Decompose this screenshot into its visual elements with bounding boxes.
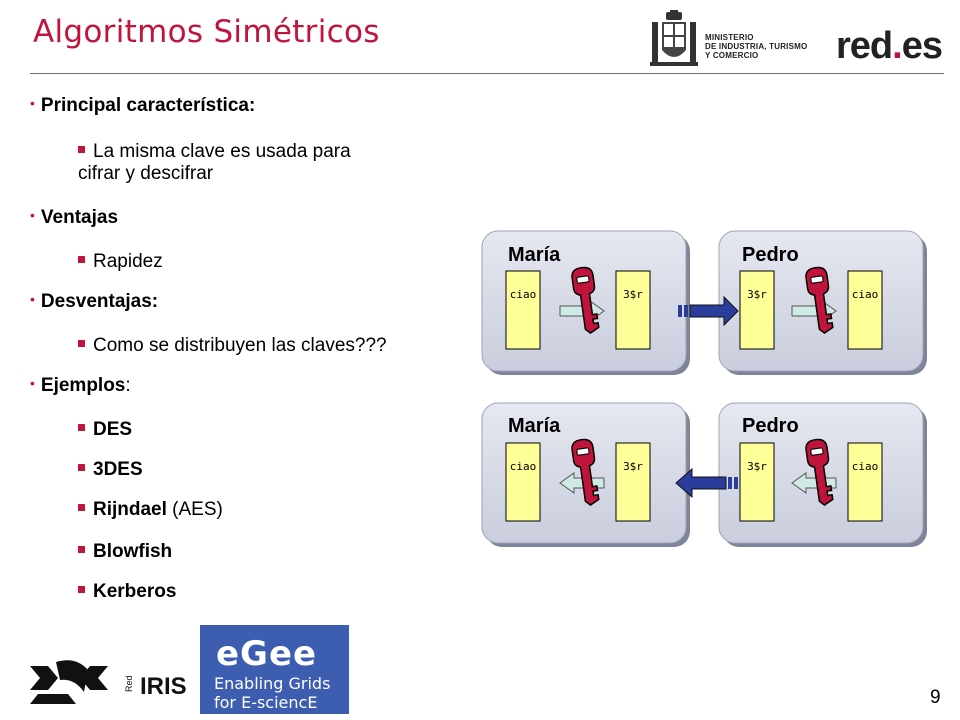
svg-text:ciao: ciao [851, 460, 879, 473]
rediris-logo [28, 656, 188, 706]
svg-text:3$r: 3$r [747, 288, 767, 301]
maria-panel-bottom [482, 403, 690, 547]
maria-label: María [508, 415, 561, 437]
pedro-label: Pedro [742, 415, 799, 437]
ciphertext-document [616, 443, 650, 521]
square-bullet-icon [78, 146, 85, 153]
bullet-ejemplos: • Ejemplos: [30, 375, 131, 396]
slide-title: Algoritmos Simétricos [33, 14, 380, 50]
svg-text:eGee: eGee [216, 634, 318, 674]
bullet-ventajas: • Ventajas [30, 207, 119, 228]
example-item: Kerberos [78, 581, 176, 603]
square-bullet-icon [78, 464, 85, 471]
svg-text:3$r: 3$r [623, 288, 643, 301]
bullet-principal: • Principal característica: [30, 95, 256, 116]
symmetric-encryption-diagram [480, 225, 940, 565]
ciphertext-document [740, 271, 774, 349]
plaintext-document [506, 271, 540, 349]
square-bullet-icon [78, 256, 85, 263]
sub-bullet-desventajas: Como se distribuyen las claves??? [78, 335, 387, 357]
page-number: 9 [930, 687, 941, 708]
plaintext-document [506, 443, 540, 521]
red-es-logo: red.es [836, 25, 942, 67]
sub-bullet-principal: La misma clave es usada para cifrar y descifrar [78, 141, 351, 184]
egee-logo [200, 625, 349, 714]
ciphertext-document [740, 443, 774, 521]
ministry-logo-text: MINISTERIO DE INDUSTRIA, TURISMO Y COMERCIO [705, 33, 808, 60]
maria-label: María [508, 244, 561, 266]
spain-coat-of-arms-icon [646, 10, 702, 68]
svg-text:Enabling Grids: Enabling Grids [214, 674, 331, 693]
example-item: Rijndael (AES) [78, 499, 223, 521]
plaintext-document [848, 443, 882, 521]
sub-bullet-ventajas: Rapidez [78, 251, 163, 273]
square-bullet-icon [78, 340, 85, 347]
square-bullet-icon [78, 424, 85, 431]
pedro-panel-bottom [719, 403, 927, 547]
example-item: DES [78, 419, 132, 441]
svg-text:IRIS: IRIS [140, 673, 187, 700]
example-item: Blowfish [78, 541, 172, 563]
svg-text:ciao: ciao [851, 288, 879, 301]
square-bullet-icon [78, 546, 85, 553]
svg-text:for E-sciencE: for E-sciencE [214, 693, 318, 712]
header-divider [30, 73, 944, 74]
pedro-label: Pedro [742, 244, 799, 266]
maria-panel-top [482, 231, 690, 375]
ciphertext-document [616, 271, 650, 349]
square-bullet-icon [78, 504, 85, 511]
svg-text:3$r: 3$r [623, 460, 643, 473]
example-item: 3DES [78, 459, 143, 481]
plaintext-document [848, 271, 882, 349]
pedro-panel-top [719, 231, 927, 375]
square-bullet-icon [78, 586, 85, 593]
svg-text:ciao: ciao [509, 288, 537, 301]
bullet-desventajas: • Desventajas: [30, 291, 159, 312]
svg-text:Red: Red [124, 675, 134, 692]
svg-text:ciao: ciao [509, 460, 537, 473]
svg-text:3$r: 3$r [747, 460, 767, 473]
